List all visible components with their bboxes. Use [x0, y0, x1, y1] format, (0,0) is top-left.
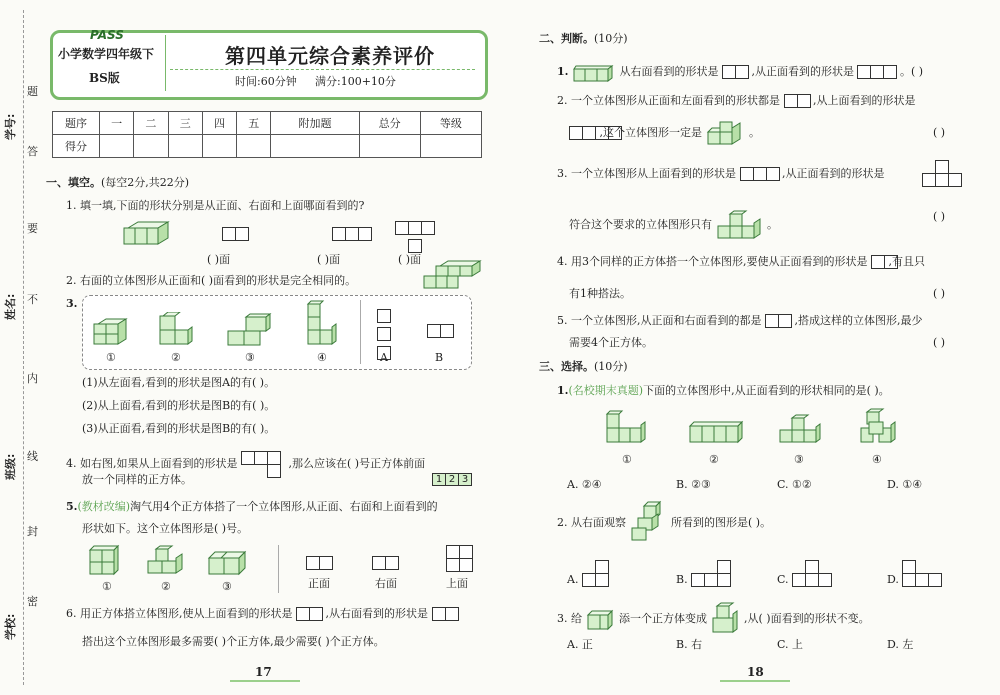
option-label: B.	[676, 573, 688, 586]
cube-figure	[688, 420, 744, 446]
question-text: 从右面看到的形状是	[619, 65, 719, 78]
source-tag: (教材改编)	[77, 500, 131, 513]
q3-divider	[360, 300, 361, 364]
option-label: A.	[567, 573, 579, 586]
option-c[interactable]	[777, 560, 832, 587]
cube-1: 1	[432, 473, 446, 486]
cube-figure	[586, 607, 616, 631]
judge-2-cont	[569, 120, 760, 146]
question-text: ,搭成这样的立体图形,最少	[794, 314, 923, 327]
view-shape	[569, 126, 596, 140]
score-input[interactable]	[359, 135, 420, 158]
view-shape	[765, 314, 791, 327]
table-cell: 题序	[53, 112, 100, 135]
cube-figure	[207, 550, 249, 578]
question-5	[66, 500, 438, 514]
table-cell: 四	[202, 112, 236, 135]
margin-label: 不	[27, 293, 38, 306]
answer-blank[interactable]: ( )	[933, 210, 946, 223]
figure-label: ①	[622, 453, 632, 466]
question-text: 4. 如右图,如果从上面看到的形状是	[66, 457, 238, 470]
option-b[interactable]: B. 右	[676, 638, 703, 651]
numbered-cubes	[432, 473, 472, 486]
question-text: 6. 用正方体搭立体图形,使从上面看到的形状是	[66, 607, 293, 620]
source-tag: (名校期末真题)	[568, 384, 644, 397]
section-2-heading	[539, 32, 628, 46]
question-text: 。	[767, 218, 778, 231]
choice-3	[557, 602, 870, 636]
answer-blank[interactable]: ( )	[933, 287, 946, 300]
view-caption: 正面	[308, 577, 330, 590]
cube-2: 2	[445, 473, 459, 486]
option-d[interactable]: D. ①④	[887, 478, 923, 491]
header-rule	[170, 69, 475, 70]
page-number: 17	[255, 665, 272, 679]
edition-label: BS版	[89, 71, 120, 85]
question-text: 4. 用3个同样的正方体搭一个立体图形,要使从正面看到的形状是	[557, 255, 868, 268]
cube-figure	[92, 316, 128, 348]
table-cell: 总分	[359, 112, 420, 135]
answer-blank[interactable]: ( )面	[317, 253, 341, 266]
score-input[interactable]	[420, 135, 481, 158]
judge-4	[557, 255, 925, 269]
option-b[interactable]	[676, 560, 731, 587]
section-title: 二、判断。	[539, 32, 594, 45]
question-text: ,这个立体图形一定是	[599, 126, 702, 139]
right-view	[372, 552, 398, 571]
question-text: ,有且只	[888, 255, 925, 268]
option-a[interactable]: A. ②④	[567, 478, 602, 491]
class-field[interactable]: 班级:	[4, 453, 17, 480]
right-view-shape	[432, 607, 446, 621]
option-c[interactable]: C. 上	[777, 638, 804, 651]
answer-blank[interactable]: ( )面	[398, 253, 422, 266]
cube-figure	[146, 545, 186, 577]
figure-label: ①	[102, 580, 112, 593]
page-number-ornament	[720, 660, 790, 682]
figure-label: ②	[161, 580, 171, 593]
cube-figure	[859, 408, 899, 446]
table-cell: 三	[168, 112, 202, 135]
option-a[interactable]: A. 正	[567, 638, 593, 651]
question-text: 添一个正方体变成	[619, 612, 707, 625]
figure-label: ④	[317, 351, 327, 364]
cube-figure	[711, 602, 741, 636]
cube-figure	[122, 218, 174, 250]
cube-figure	[306, 300, 340, 348]
table-cell: 附加题	[271, 112, 359, 135]
question-3-number: 3.	[66, 297, 78, 310]
school-field[interactable]: 学校:	[4, 613, 17, 640]
judge-5-cont: 需要4个正方体。	[569, 336, 653, 349]
time-limit: 时间:60分钟	[235, 75, 297, 88]
question-text: 2. 从右面观察	[557, 516, 626, 529]
option-label: C.	[777, 573, 789, 586]
question-text: 所看到的图形是( )。	[671, 516, 772, 529]
cube-figure	[706, 120, 746, 146]
judge-3-cont	[569, 210, 778, 240]
page-18	[505, 0, 1000, 695]
grade-label: 小学数学四年级下	[58, 47, 155, 61]
page-number-ornament	[230, 660, 300, 682]
section-1-heading	[46, 176, 189, 190]
section-3-heading	[539, 360, 628, 374]
binding-margin	[0, 0, 40, 695]
question-3-3: (3)从正面看,看到的形状是图B的有( )。	[82, 422, 276, 435]
section-note: (每空2分,共22分)	[101, 176, 190, 189]
judge-2	[557, 94, 916, 108]
view-shape	[740, 167, 779, 180]
margin-label: 密	[27, 595, 38, 608]
figure-label: ④	[872, 453, 882, 466]
option-d[interactable]	[887, 560, 942, 587]
cube-figure	[158, 312, 194, 348]
score-input[interactable]	[134, 135, 168, 158]
answer-blank[interactable]: ( )面	[207, 253, 231, 266]
pass-logo: PASS	[90, 28, 124, 42]
view-shape-b	[332, 223, 371, 242]
score-input[interactable]	[237, 135, 271, 158]
option-c[interactable]: C. ①②	[777, 478, 812, 491]
table-row	[53, 135, 482, 158]
view-shape	[871, 255, 885, 269]
name-field[interactable]: 姓名:	[4, 293, 17, 320]
page-number: 18	[747, 665, 764, 679]
table-cell: 一	[100, 112, 134, 135]
q5-divider	[278, 545, 279, 593]
question-text: 5. 一个立体图形,从正面和右面看到的都是	[557, 314, 762, 327]
section-note: (10分)	[594, 360, 628, 373]
question-text: 下面的立体图形中,从正面看到的形状相同的是( )。	[643, 384, 890, 397]
question-4-cont: 放一个同样的正方体。	[82, 473, 192, 486]
question-3-2: (2)从上面看,看到的形状是图B的有( )。	[82, 399, 276, 412]
question-2: 2. 右面的立体图形从正面和( )面看到的形状是完全相同的。	[66, 274, 357, 287]
question-number: 1.	[557, 384, 569, 397]
top-view-shape	[241, 451, 285, 477]
answer-blank[interactable]: ( )	[933, 336, 946, 349]
figure-label: ②	[709, 453, 719, 466]
question-text: ,从( )面看到的形状不变。	[744, 612, 870, 625]
option-d[interactable]: D. 左	[887, 638, 914, 651]
score-input[interactable]	[202, 135, 236, 158]
section-title: 一、填空。	[46, 176, 101, 189]
cube-figure	[716, 210, 764, 240]
table-cell: 等级	[420, 112, 481, 135]
question-text: ,从上面看到的形状是	[813, 94, 916, 107]
table-cell: 得分	[53, 135, 100, 158]
cube-3: 3	[458, 473, 472, 486]
question-number: 1.	[557, 65, 569, 78]
judge-5	[557, 314, 923, 328]
margin-label: 封	[27, 525, 38, 538]
page-17	[40, 0, 495, 695]
figure-label: ①	[106, 351, 116, 364]
option-a[interactable]	[567, 560, 609, 587]
answer-blank[interactable]: 。( )	[899, 65, 924, 78]
view-shape	[857, 65, 896, 78]
question-text: 2. 一个立体图形从正面和左面看到的形状都是	[557, 94, 780, 107]
question-text: ,从正面看到的形状是	[751, 65, 854, 78]
judge-1	[557, 62, 923, 82]
cube-figure	[422, 260, 484, 292]
q3-figure-panel	[82, 295, 472, 370]
question-6	[66, 607, 446, 621]
top-view	[446, 545, 473, 572]
question-text: 淘气用4个正方体搭了一个立体图形,从正面、右面和上面看到的	[130, 500, 438, 513]
section-title: 三、选择。	[539, 360, 594, 373]
answer-blank[interactable]: ( )	[933, 126, 946, 139]
margin-label: 内	[27, 372, 38, 385]
figure-label: ③	[245, 351, 255, 364]
cube-figure	[605, 410, 649, 446]
question-text: 3. 一个立体图形从上面看到的形状是	[557, 167, 736, 180]
view-caption: 右面	[375, 577, 397, 590]
question-5-cont: 形状如下。这个立体图形是( )号。	[82, 522, 249, 535]
question-1: 1. 填一填,下面的形状分别是从正面、右面和上面哪面看到的?	[66, 199, 365, 212]
margin-label: 要	[27, 222, 38, 235]
view-b	[427, 320, 453, 339]
page-title: 第四单元综合素养评价	[225, 44, 435, 68]
question-text: 。	[749, 126, 760, 139]
figure-label: ③	[794, 453, 804, 466]
cube-figure	[778, 414, 824, 446]
question-number: 5.	[66, 500, 78, 513]
figure-label: A	[380, 351, 388, 364]
student-id-field[interactable]: 学号:	[4, 113, 17, 140]
view-caption: 上面	[446, 577, 468, 590]
judge-3	[557, 167, 885, 181]
score-input[interactable]	[271, 135, 359, 158]
choice-2	[557, 516, 626, 530]
figure-label: ③	[222, 580, 232, 593]
option-label: D.	[887, 573, 899, 586]
margin-label: 答	[27, 145, 38, 158]
header-divider	[165, 35, 166, 91]
score-table	[52, 111, 482, 158]
score-input[interactable]	[168, 135, 202, 158]
figure-label: B	[435, 351, 444, 364]
binding-line	[23, 10, 24, 685]
option-b[interactable]: B. ②③	[676, 478, 711, 491]
view-shape-c	[395, 217, 434, 254]
question-text: 3. 给	[557, 612, 582, 625]
view-shape	[922, 160, 962, 187]
question-6-cont: 搭出这个立体图形最多需要( )个正方体,最少需要( )个正方体。	[82, 635, 385, 648]
view-shape	[722, 65, 748, 78]
margin-label: 线	[27, 450, 38, 463]
full-score: 满分:100+10分	[315, 75, 396, 88]
table-row	[53, 112, 482, 135]
score-input[interactable]	[100, 135, 134, 158]
question-text: 符合这个要求的立体图形只有	[569, 218, 712, 231]
view-shape	[784, 94, 810, 107]
margin-label: 题	[27, 85, 38, 98]
front-view	[306, 552, 332, 571]
section-note: (10分)	[594, 32, 628, 45]
choice-1	[557, 384, 890, 398]
judge-4-cont: 有1种搭法。	[569, 287, 631, 300]
cube-figure	[88, 544, 124, 578]
question-text: ,从右面看到的形状是	[325, 607, 428, 620]
question-text: ,从正面看到的形状是	[782, 167, 885, 180]
table-cell: 五	[237, 112, 271, 135]
view-shape-a	[222, 223, 248, 242]
cube-figure	[630, 500, 670, 544]
question-text: ,那么应该在( )号正方体前面	[288, 457, 426, 470]
top-view-shape	[296, 607, 322, 620]
figure-label: ②	[171, 351, 181, 364]
cube-figure	[572, 62, 616, 82]
question-3-1: (1)从左面看,看到的形状是图A的有( )。	[82, 376, 276, 389]
cube-figure	[226, 313, 274, 347]
table-cell: 二	[134, 112, 168, 135]
